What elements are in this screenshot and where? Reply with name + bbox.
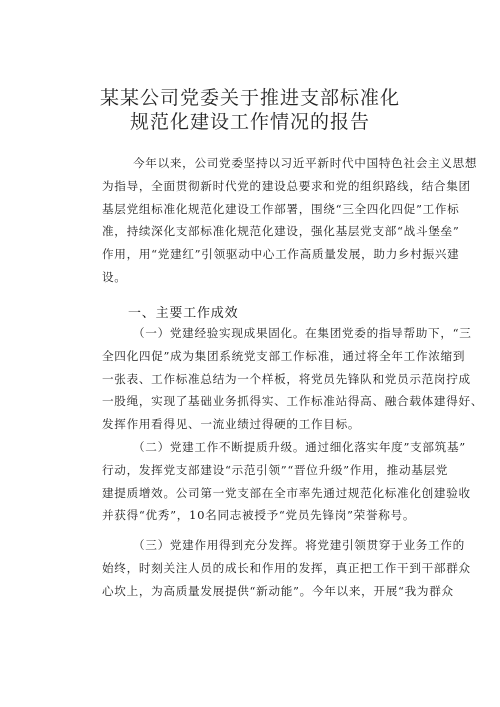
text-line: （二）党建工作不断提质升级。通过细化落实年度”支部筑基” — [133, 440, 466, 454]
item-1-paragraph — [102, 322, 484, 436]
document-title-line-1: 某某公司党委关于推进支部标准化 — [99, 87, 400, 109]
text-line: （一）党建经验实现成果固化。在集团党委的指导帮助下，“三 — [133, 326, 472, 340]
text-line: 基层党组标准化规范化建设工作部署，围绕“三全四化四促”工作标 — [102, 201, 460, 216]
text-line: 并获得“优秀”，10名同志被授予“党员先锋岗”荣誉称号。 — [102, 508, 416, 523]
text-line: 一张表、工作标准总结为一个样板，将党员先锋队和党员示范岗拧成 — [102, 371, 471, 386]
text-line: 始终，时刻关注人员的成长和作用的发挥，真正把工作干到干部群众 — [102, 560, 471, 575]
item-3-paragraph — [102, 534, 471, 602]
item-2-paragraph — [102, 436, 471, 527]
document-title-line-2: 规范化建设工作情况的报告 — [129, 111, 370, 133]
text-line: 作用，用“党建红”引领驱动中心工作高质量发展，助力乡村振兴建 — [102, 247, 460, 262]
text-line: 建提质增效。公司第一党支部在全市率先通过规范化标准化创建验收 — [102, 485, 471, 500]
text-line: 全四化四促”成为集团系统党支部工作标准，通过将全年工作浓缩到 — [102, 348, 466, 363]
text-line: 准，持续深化支部标准化规范化建设，强化基层党支部“战斗堡垒” — [102, 224, 460, 239]
text-line: （三）党建作用得到充分发挥。将党建引领贯穿于业务工作的 — [133, 538, 465, 552]
text-line: 一股绳，实现了基础业务抓得实、工作标准站得高、融合载体建得好、 — [102, 394, 484, 409]
intro-paragraph — [102, 152, 478, 289]
text-line: 行动，发挥党支部建设“示范引领”“晋位升级”作用，推动基层党 — [102, 462, 449, 477]
section-heading: 一、主要工作成效 — [128, 306, 239, 321]
text-line: 发挥作用看得见、一流业绩过得硬的工作目标。 — [102, 417, 361, 432]
text-line: 今年以来，公司党委坚持以习近平新时代中国特色社会主义思想 — [133, 156, 478, 170]
text-line: 设。 — [102, 269, 127, 284]
text-line: 心坎上，为高质量发展提供“新动能”。今年以来，开展“我为群众 — [102, 583, 454, 598]
text-line: 为指导，全面贯彻新时代党的建设总要求和党的组织路线，结合集团 — [102, 178, 471, 193]
